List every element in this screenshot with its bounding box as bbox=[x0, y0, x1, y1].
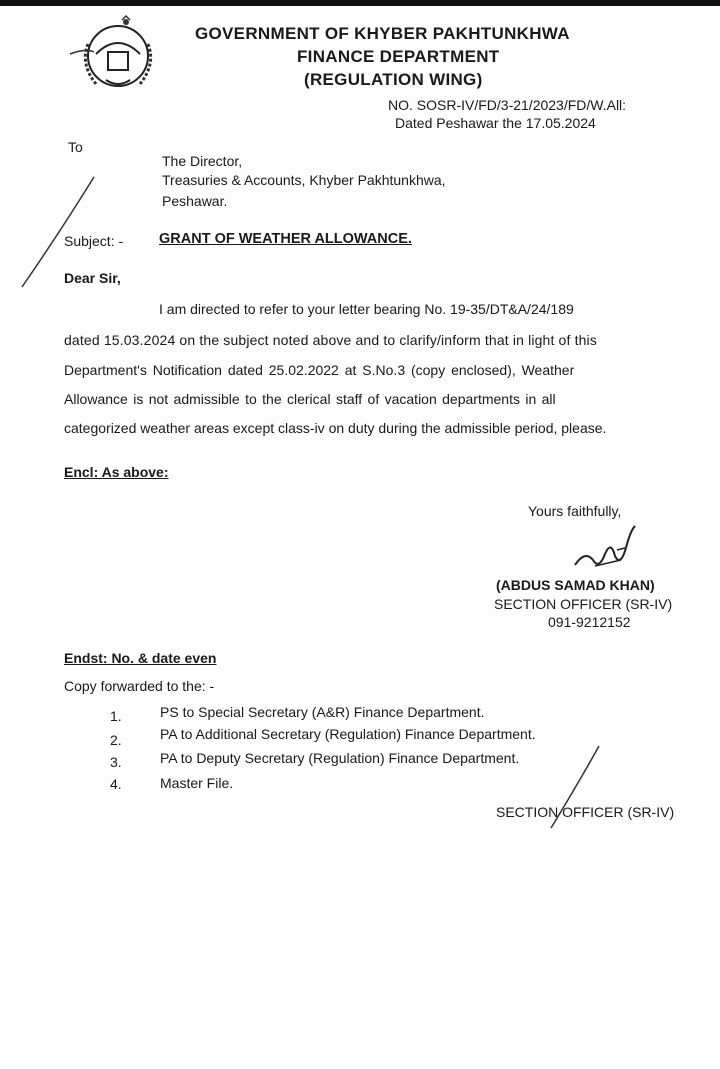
copy-item-number: 1. bbox=[110, 708, 122, 724]
dated-line: Dated Peshawar the 17.05.2024 bbox=[395, 115, 596, 131]
copy-item-text: Master File. bbox=[160, 775, 234, 791]
signatory-title: SECTION OFFICER (SR-IV) bbox=[494, 596, 673, 612]
body-line-1: I am directed to refer to your letter bearing No. 19-35/DT&A/24/189 bbox=[159, 301, 574, 317]
header-wing: (REGULATION WING) bbox=[304, 70, 483, 89]
body-line-5: categorized weather areas except class-iv on duty during the admissible period, please. bbox=[64, 420, 607, 436]
reference-number: NO. SOSR-IV/FD/3-21/2023/FD/W.All: bbox=[388, 97, 627, 113]
government-emblem-icon bbox=[66, 14, 170, 96]
endorsement-title: Endst: No. & date even bbox=[64, 650, 217, 666]
signatory-name: (ABDUS SAMAD KHAN) bbox=[496, 577, 655, 593]
salutation: Dear Sir, bbox=[64, 270, 121, 286]
top-border bbox=[0, 0, 720, 6]
recipient-line-1: The Director, bbox=[162, 153, 243, 169]
copy-item-number: 3. bbox=[110, 754, 122, 770]
signatory-phone: 091-9212152 bbox=[548, 614, 631, 630]
body-line-4: Allowance is not admissible to the clerical staff of vacation departments in all bbox=[64, 391, 556, 407]
recipient-line-3: Peshawar. bbox=[162, 193, 228, 209]
endorsement-intro: Copy forwarded to the: - bbox=[64, 678, 215, 694]
to-label: To bbox=[68, 139, 83, 155]
subject-text: GRANT OF WEATHER ALLOWANCE. bbox=[159, 231, 412, 247]
body-line-3: Department's Notification dated 25.02.2022 at S.No.3 (copy enclosed), Weather bbox=[64, 362, 575, 378]
subject-label: Subject: - bbox=[64, 233, 124, 249]
header-department: FINANCE DEPARTMENT bbox=[297, 47, 500, 66]
enclosure-label: Encl: As above: bbox=[64, 464, 169, 480]
copy-item-text: PA to Deputy Secretary (Regulation) Finance Department. bbox=[160, 750, 520, 766]
body-line-2: dated 15.03.2024 on the subject noted above and to clarify/inform that in light of this bbox=[64, 332, 597, 348]
copy-item-number: 2. bbox=[110, 732, 122, 748]
signature-mark bbox=[565, 520, 645, 580]
copy-item-text: PA to Additional Secretary (Regulation) Finance Department. bbox=[160, 726, 536, 742]
copy-item-number: 4. bbox=[110, 776, 122, 792]
endorsement-signatory-title: SECTION OFFICER (SR-IV) bbox=[496, 804, 675, 820]
header-government: GOVERNMENT OF KHYBER PAKHTUNKHWA bbox=[195, 24, 570, 43]
closing: Yours faithfully, bbox=[528, 503, 622, 519]
copy-item-text: PS to Special Secretary (A&R) Finance Department. bbox=[160, 704, 485, 720]
recipient-line-2: Treasuries & Accounts, Khyber Pakhtunkhwa, bbox=[162, 172, 446, 188]
